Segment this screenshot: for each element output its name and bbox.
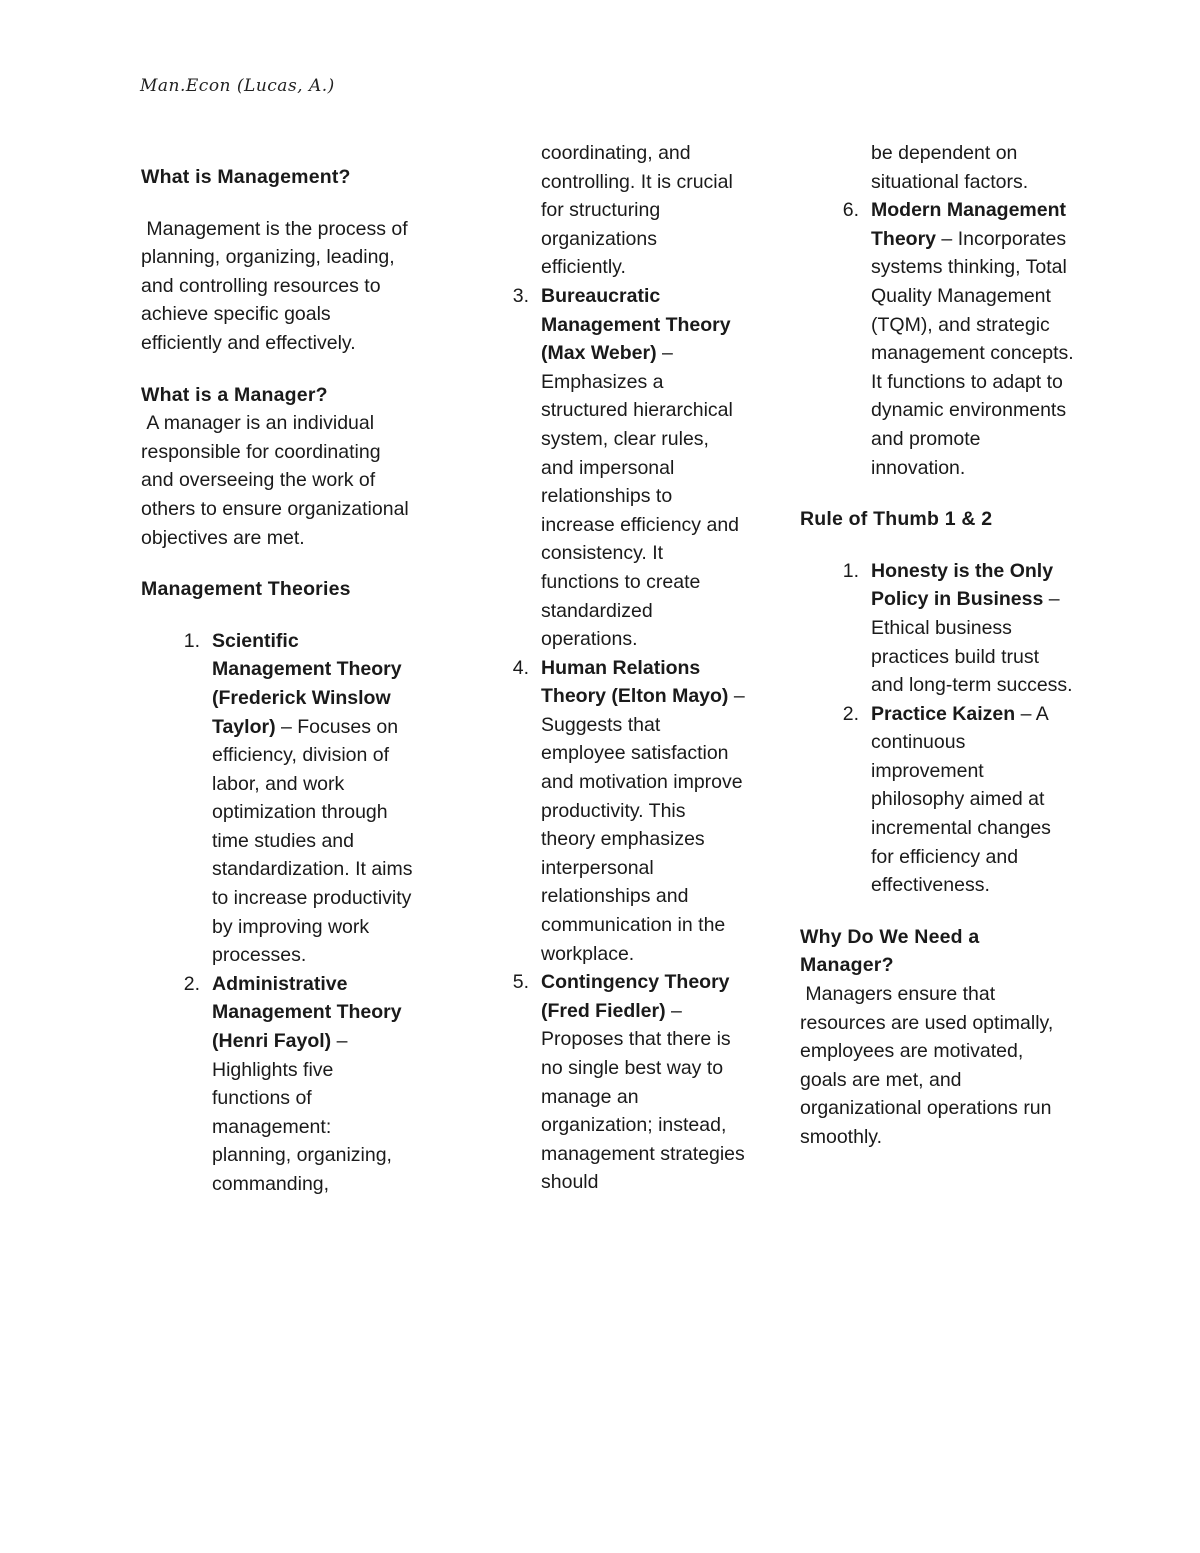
theory-title: Bureaucratic Management Theory (Max Weber) (541, 284, 731, 365)
list-number: 6. (842, 199, 859, 222)
list-number: 2. (183, 972, 200, 995)
theory-continuation: be dependent on situational factors. (871, 142, 1029, 193)
theory-description: – Incorporates systems thinking, Total Quality Management (TQM), and strategic management concepts. It functions to adapt to dynamic environments and promote innovation. (871, 227, 1074, 479)
list-item (505, 282, 745, 654)
management-theories-heading: Management Theories (141, 578, 351, 601)
list-item (141, 970, 413, 1199)
list-number: 5. (512, 971, 529, 994)
list-item (835, 700, 1075, 900)
list-number: 1. (842, 559, 859, 582)
theories-list-part3 (835, 196, 1075, 482)
list-number: 3. (512, 284, 529, 307)
theory-title: Modern Management Theory (871, 199, 1067, 250)
list-item (141, 627, 413, 970)
list-item (505, 968, 745, 1197)
what-is-management-heading: What is Management? (141, 166, 351, 188)
what-is-manager-text: A manager is an individual responsible for coordinating and overseeing the work of others to ensure organizational objectives are met. (141, 412, 415, 549)
why-need-manager-text: Managers ensure that resources are used optimally, employees are motivated, goals are met, and organizational operations run smoothly. (800, 983, 1059, 1148)
column-2 (505, 139, 745, 1197)
theories-list-part2 (505, 282, 745, 1197)
theories-list-part1 (141, 627, 413, 1199)
list-number: 1. (183, 629, 200, 652)
rules-list (835, 557, 1075, 900)
rule-description: – Ethical business practices build trust and long-term success. (871, 588, 1073, 697)
page-header: Man.Econ (Lucas, A.) (140, 76, 335, 96)
list-item (505, 654, 745, 969)
theory-title: Administrative Management Theory (Henri Fayol) (212, 972, 402, 1053)
theory-description: – Suggests that employee satisfaction and motivation improve productivity. This theory emphasizes interpersonal relationships and communication in the workplace. (541, 685, 745, 965)
rule-title: Honesty is the Only Policy in Business (871, 559, 1054, 611)
theory-title: Human Relations Theory (Elton Mayo) (541, 656, 729, 708)
list-number: 4. (512, 656, 529, 679)
theory-description: – Proposes that there is no single best way to manage an organization; instead, management strategies should (541, 999, 745, 1194)
column-1 (141, 163, 413, 1199)
what-is-management-text: Management is the process of planning, organizing, leading, and controlling resources to achieve specific goals efficiently and effectively. (141, 217, 414, 354)
theory-title: Scientific Management Theory (Frederick Winslow Taylor) (212, 629, 402, 738)
theory-continuation: coordinating, and controlling. It is crucial for structuring organizations efficiently. (541, 142, 733, 279)
column-3 (800, 139, 1075, 1152)
what-is-manager-heading: What is a Manager? (141, 383, 328, 406)
rule-description: – A continuous improvement philosophy aimed at incremental changes for efficiency and effectiveness. (871, 702, 1051, 897)
list-item (835, 196, 1075, 482)
list-number: 2. (842, 702, 859, 725)
theory-title: Contingency Theory (Fred Fiedler) (541, 971, 730, 1022)
rule-title: Practice Kaizen (871, 702, 1016, 725)
theory-description: – Highlights five functions of management: planning, organizing, commanding, (212, 1030, 392, 1195)
why-need-manager-heading: Why Do We Need a Manager? (800, 925, 980, 977)
list-item (835, 557, 1075, 700)
rule-of-thumb-heading: Rule of Thumb 1 & 2 (800, 508, 993, 531)
theory-description: – Emphasizes a structured hierarchical system, clear rules, and impersonal relationships to increase efficiency and consistency. It functions to create standardized operations. (541, 342, 740, 651)
theory-description: – Focuses on efficiency, division of labor, and work optimization through time studies and standardization. It aims to increase productivity by improving work processes. (212, 715, 413, 967)
